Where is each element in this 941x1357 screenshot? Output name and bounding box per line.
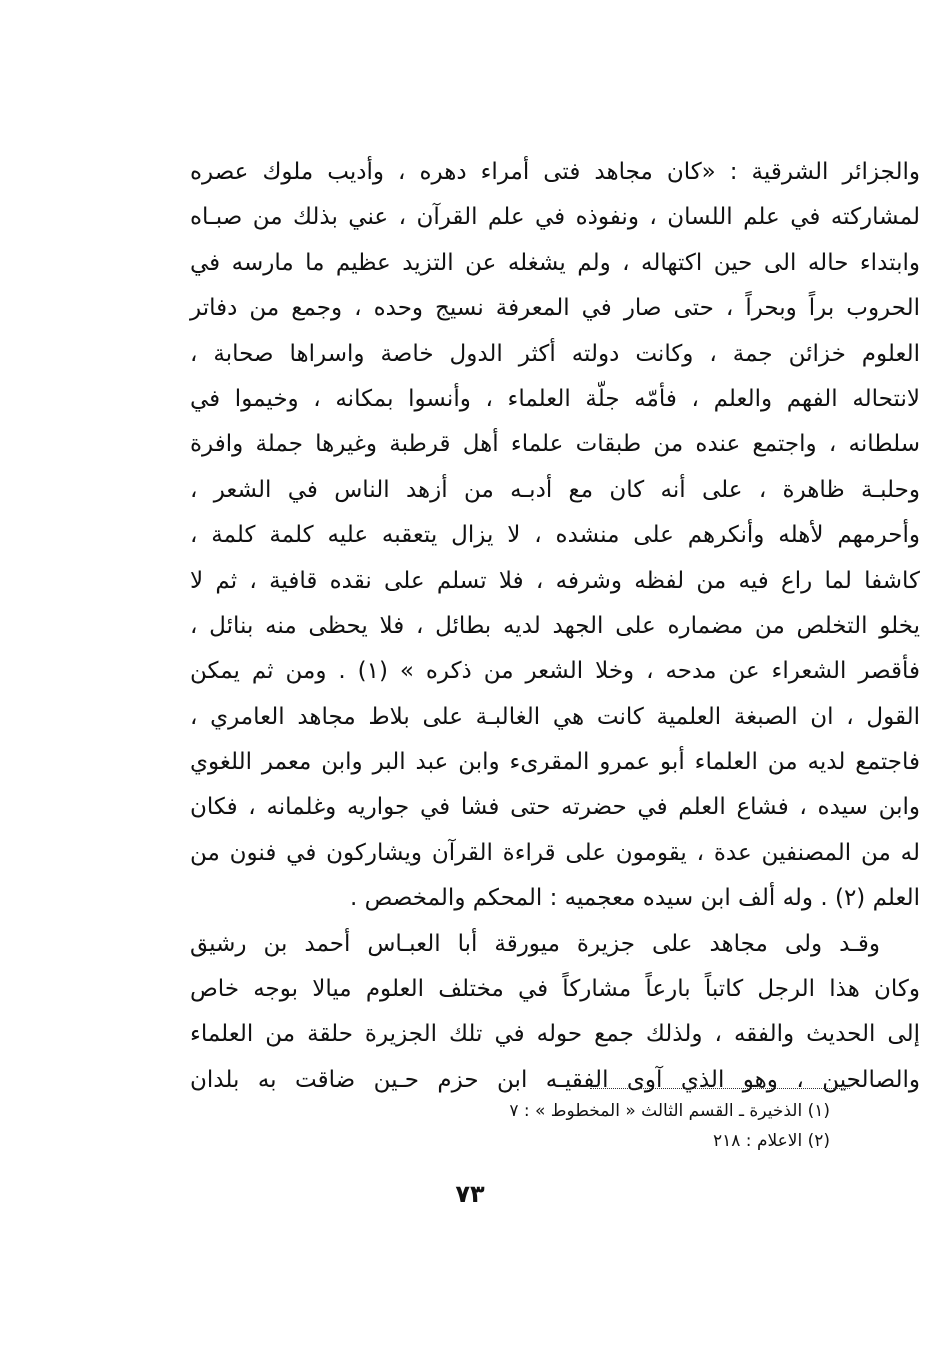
text-line: سلطانه ، واجتمع عنده من طبقات علماء أهل قرطبة وغيرها جملة وافرة xyxy=(190,431,920,458)
text-line: لانتحاله الفهم والعلم ، فأمّه جلّة العلماء ، وأنسوا بمكانه ، وخيموا في xyxy=(190,385,920,412)
text-line: وحلبـة ظاهرة ، على أنه كان مع أدبـه من أزهد الناس في الشعر ، xyxy=(190,476,920,503)
text-line: والصالحين ، وهو الذي آوى الفقيـه ابن حزم حـين ضاقت به بلدان xyxy=(190,1066,920,1093)
text-line: وأحرمهم لأهله وأنكرهم على منشده ، لا يزال يتعقبه عليه كلمة كلمة ، xyxy=(190,522,920,549)
text-line: فاجتمع لديه من العلماء أبو عمرو المقرىء وابن عبد البر وابن معمر اللغوي xyxy=(190,749,920,776)
text-line: الحروب براً وبحراً ، حتى صار في المعرفة نسيج وحده ، وجمع من دفاتر xyxy=(190,295,920,322)
footnotes xyxy=(420,1096,830,1156)
text-line: العلوم خزائن جمة ، وكانت دولته أكثر الدول خاصة واسراها صحابة ، xyxy=(190,340,920,367)
text-line: القول ، ان الصبغة العلمية كانت هي الغالبـة على بلاط مجاهد العامري ، xyxy=(190,703,920,730)
footnote-1: (١) الذخيرة ـ القسم الثالث « المخطوط » : ٧ xyxy=(509,1101,830,1121)
text-line: لمشاركته في علم اللسان ، ونفوذه في علم القرآن ، عني بذلك من صبـاه xyxy=(190,204,920,231)
page-number: ٧٣ xyxy=(455,1180,485,1208)
text-line: وكان هذا الرجل كاتباً بارعاً مشاركاً في مختلف العلوم ميالا بوجه خاص xyxy=(190,976,920,1003)
text-line: إلى الحديث والفقه ، ولذلك جمع حوله في تلك الجزيرة حلقة من العلماء xyxy=(190,1021,920,1048)
text-line: فأقصر الشعراء عن مدحه ، وخلا الشعر من ذكره » (١) . ومن ثم يمكن xyxy=(190,658,920,685)
text-line: والجزائر الشرقية : «كان مجاهد فتى أمراء دهره ، وأديب ملوك عصره xyxy=(190,159,920,185)
paragraph-end-line: العلم (٢) . وله ألف ابن سيده معجميه : المحكم والمخصص . xyxy=(350,885,920,912)
footnote-2: (٢) الاعلام : ٢١٨ xyxy=(713,1131,830,1151)
text-line: يخلو التخلص من مضماره على الجهد لديه بطائل ، فلا يحظى منه بنائل ، xyxy=(190,612,920,639)
paragraph-start-line: وقـد ولى مجاهد على جزيرة ميورقة أبا العبـاس أحمد بن رشيق xyxy=(190,930,880,957)
text-line: كاشفا لما راع فيه من لفظه وشرفه ، فلا تسلم على نقده قافية ، ثم لا xyxy=(190,567,920,594)
footnote-divider xyxy=(590,1088,850,1089)
body-text xyxy=(190,150,920,1103)
text-line: له من المصنفين عدة ، يقومون على قراءة القرآن ويشاركون في فنون من xyxy=(190,839,920,866)
text-line: وابن سيده ، فشاع العلم في حضرته حتى فشا في جواريه وغلمانه ، فكان xyxy=(190,794,920,821)
text-line: وابتداء حاله الى حين اكتهاله ، ولم يشغله عن التزيد عظيم ما مارسه في xyxy=(190,249,920,276)
